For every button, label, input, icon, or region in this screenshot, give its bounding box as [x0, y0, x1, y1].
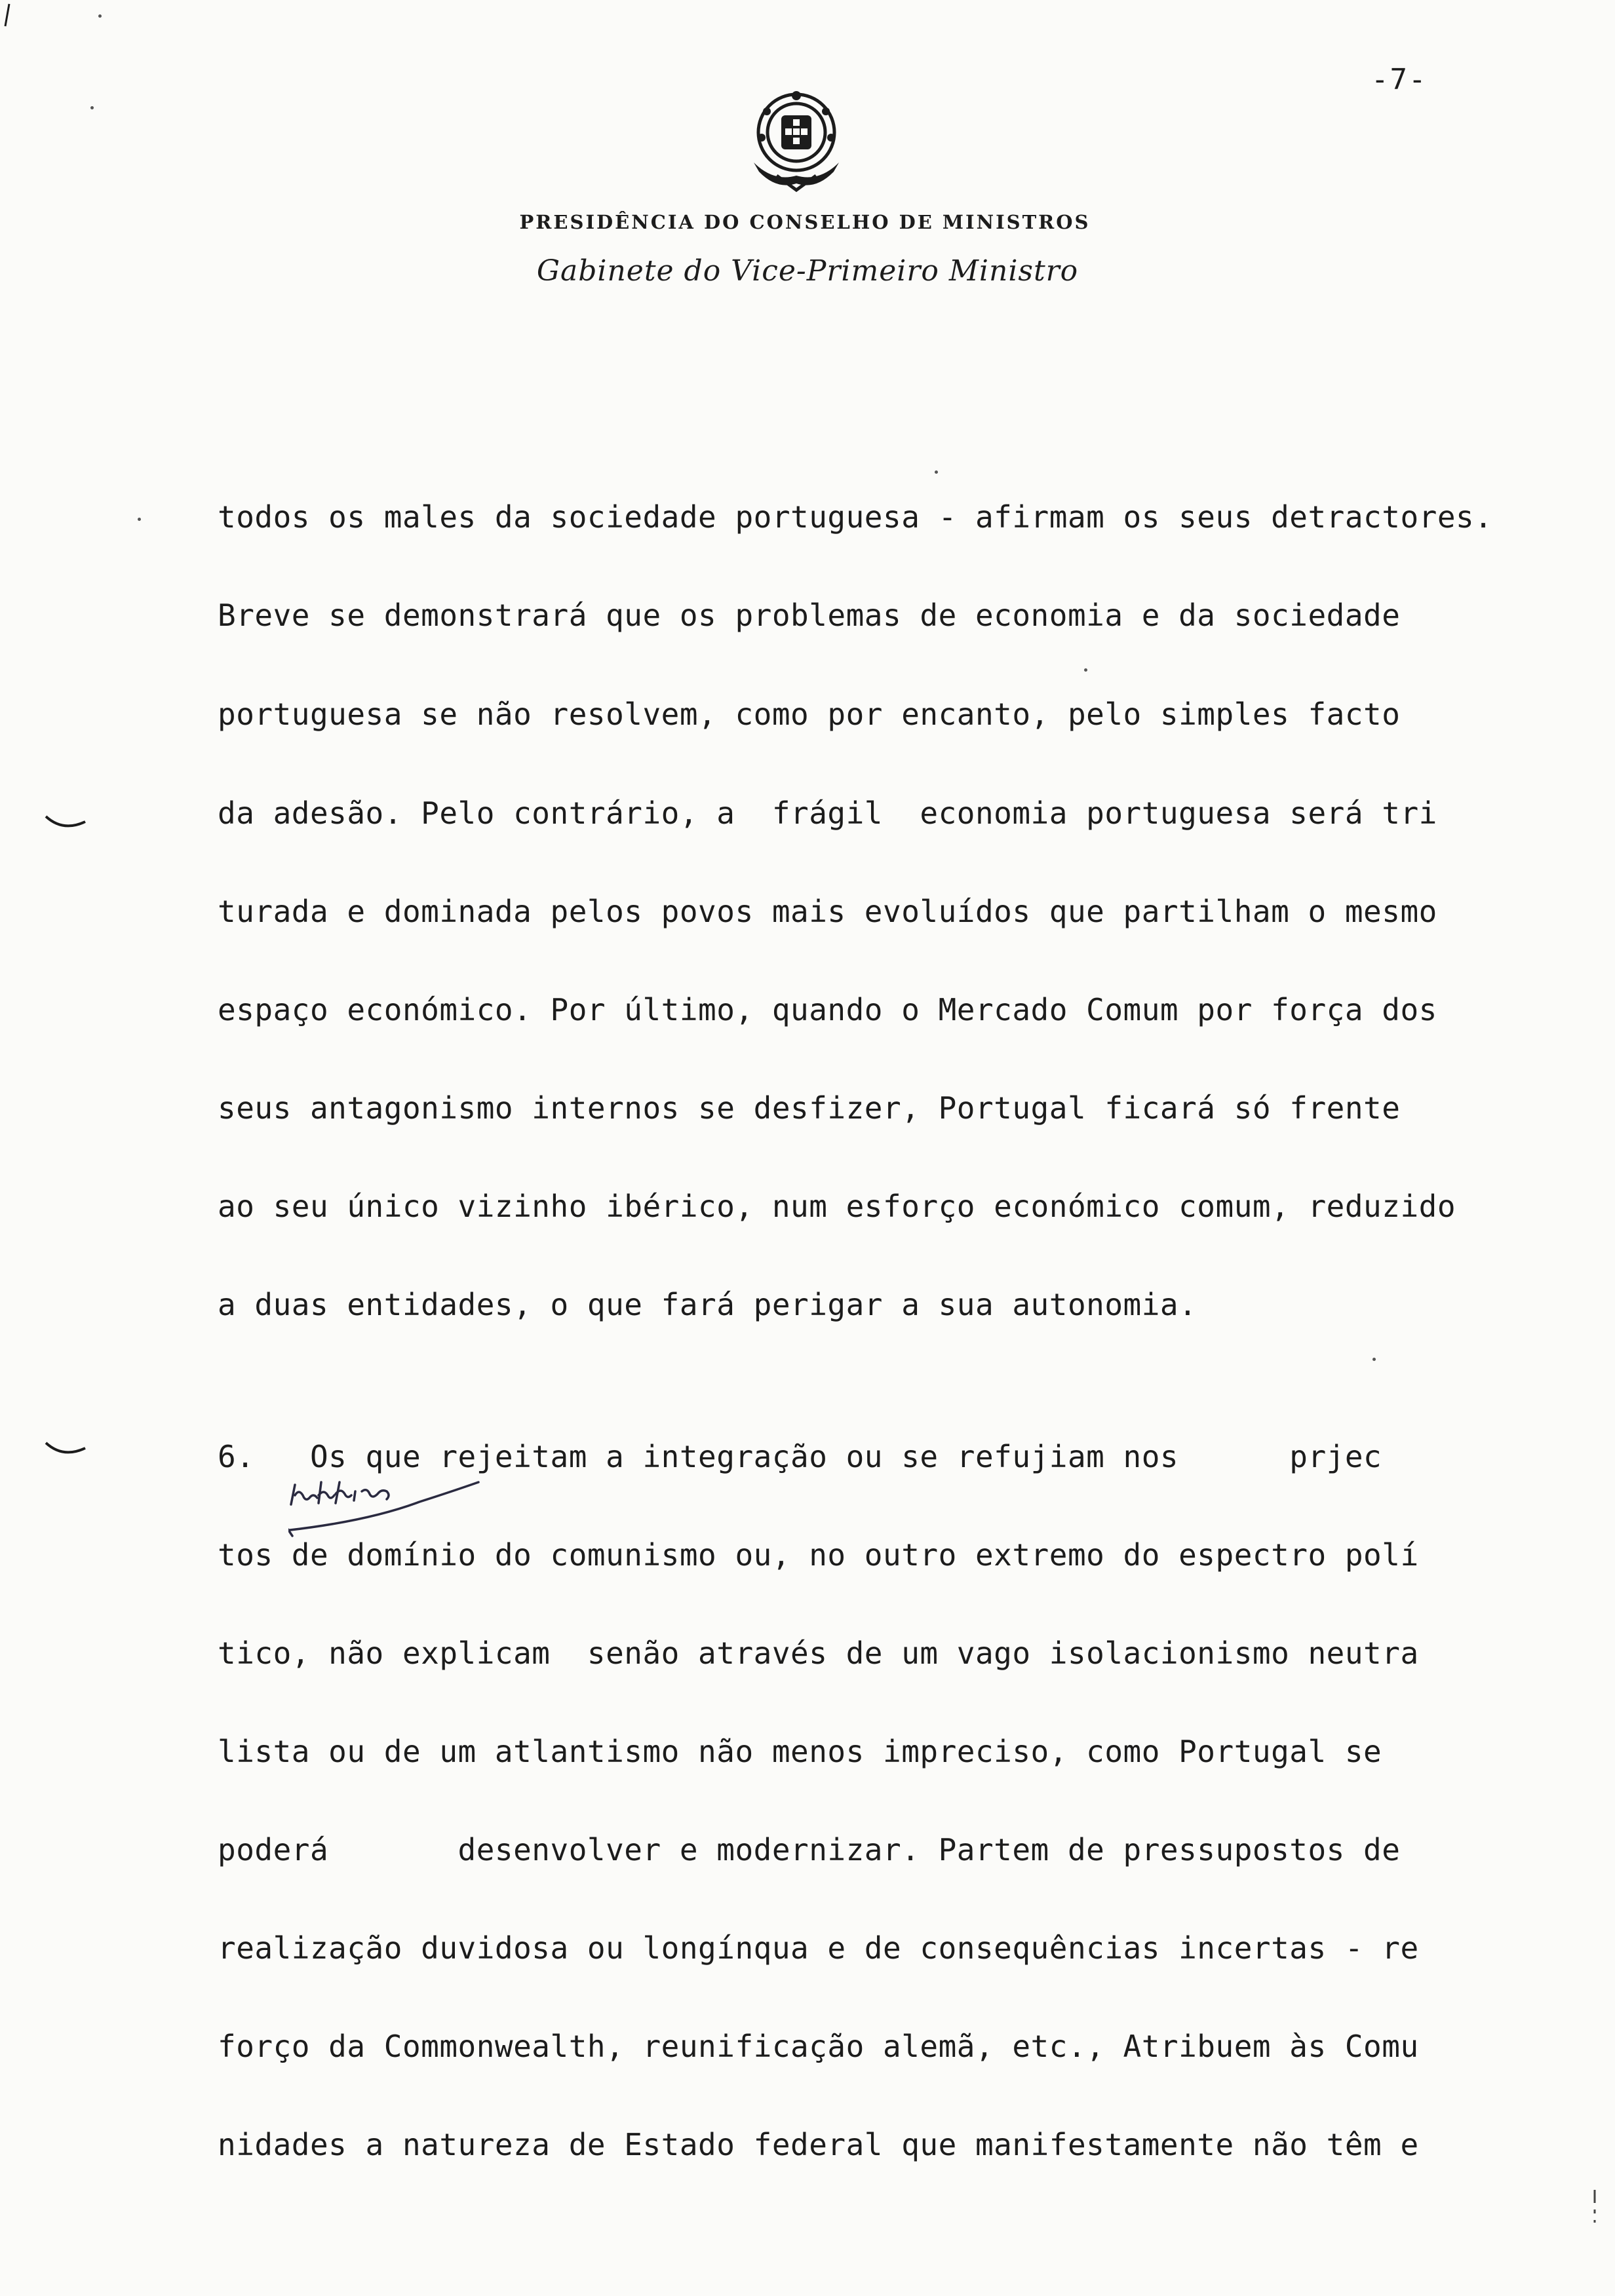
handwritten-correction-scribble	[288, 1463, 505, 1541]
body-line-8: ao seu único vizinho ibérico, num esforço económico comum, reduzido	[218, 1189, 1456, 1224]
body-line-3: portuguesa se não resolvem, como por encanto, pelo simples facto	[218, 697, 1401, 732]
body-line-12: tico, não explicam senão através de um vago isolacionismo neutra	[218, 1636, 1419, 1671]
office-subheading: Gabinete do Vice-Primeiro Ministro	[536, 254, 1079, 288]
portuguese-coat-of-arms-icon	[741, 85, 852, 193]
body-line-15: realização duvidosa ou longínqua e de consequências incertas - re	[218, 1930, 1419, 1966]
margin-hole-punch-mark-lower	[43, 1439, 89, 1459]
body-line-6: espaço económico. Por último, quando o Mercado Comum por força dos	[218, 992, 1437, 1027]
body-line-17: nidades a natureza de Estado federal que manifestamente não têm e	[218, 2127, 1419, 2162]
speck	[935, 470, 938, 474]
page-number: -7-	[1371, 63, 1428, 96]
body-line-16: forço da Commonwealth, reunificação alemã, etc., Atribuem às Comu	[218, 2029, 1419, 2064]
speck	[1084, 668, 1087, 672]
speck	[1372, 1358, 1376, 1361]
body-line-13: lista ou de um atlantismo não menos impreciso, como Portugal se	[218, 1734, 1382, 1769]
body-line-9: a duas entidades, o que fará perigar a sua autonomia.	[218, 1287, 1197, 1322]
margin-hole-punch-mark-upper	[43, 813, 89, 832]
body-line-5: turada e dominada pelos povos mais evoluídos que partilham o mesmo	[218, 894, 1437, 929]
body-line-7: seus antagonismo internos se desfizer, Portugal ficará só frente	[218, 1090, 1401, 1126]
body-line-11: tos de domínio do comunismo ou, no outro extremo do espectro polí	[218, 1537, 1419, 1573]
edge-mark	[1591, 2189, 1598, 2228]
speck	[138, 518, 141, 521]
body-line-1: todos os males da sociedade portuguesa - afirmam os seus detractores.	[218, 499, 1493, 535]
corner-pen-mark	[3, 3, 12, 29]
speck	[98, 14, 102, 18]
body-line-14: poderá desenvolver e modernizar. Partem de pressupostos de	[218, 1832, 1401, 1867]
body-line-4: da adesão. Pelo contrário, a frágil economia portuguesa será tri	[218, 795, 1437, 831]
speck	[90, 106, 94, 109]
institution-heading: PRESIDÊNCIA DO CONSELHO DE MINISTROS	[519, 211, 1091, 233]
body-line-2: Breve se demonstrará que os problemas de economia e da sociedade	[218, 598, 1401, 633]
body-line-10: 6. Os que rejeitam a integração ou se refujiam nos prjec	[218, 1439, 1382, 1474]
